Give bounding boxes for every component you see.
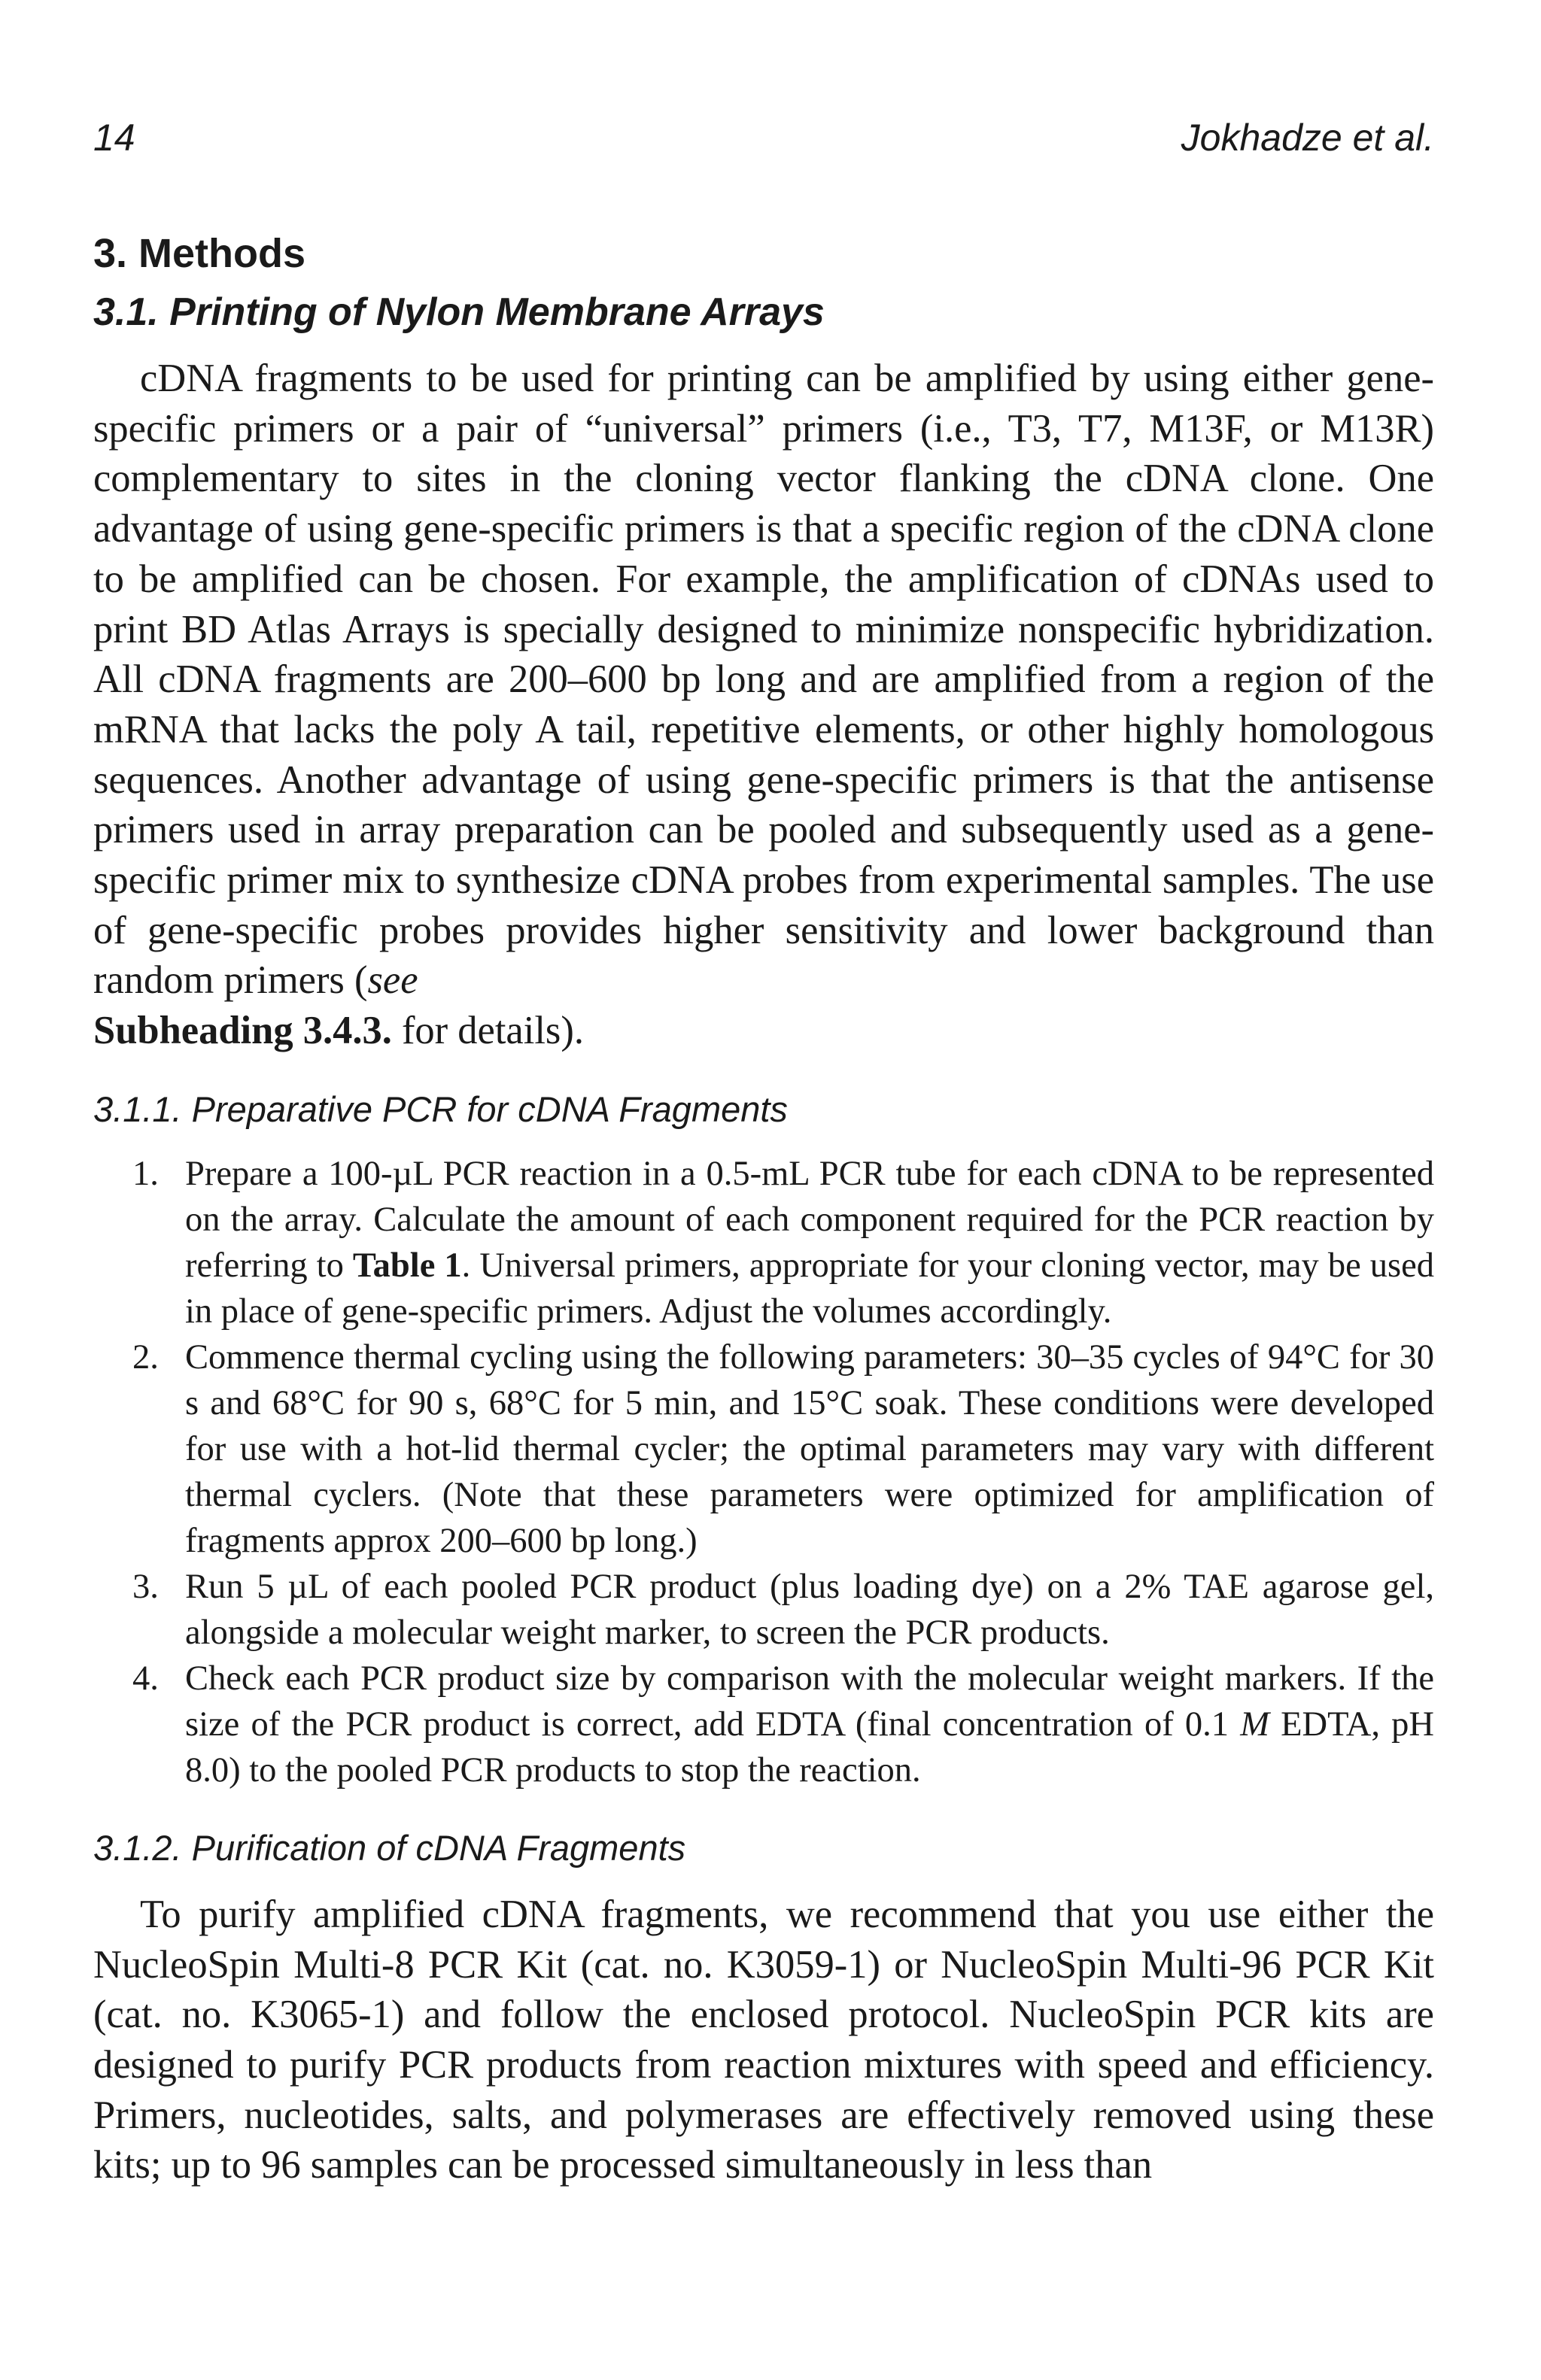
intro-text: cDNA fragments to be used for printing can be amplified by using either gene-specific primers or a pair of “universal” primers (i.e., T3, T7, M13F, or M13R) complementary to sites in the cloning vector flanking the cDNA clone. One advantage of using gene-specific primers is that a specific region of the cDNA clone to be amplified can be chosen. For example, the amplification of cDNAs used to print BD Atlas Arrays is specially designed to minimize nonspecific hybridization. All cDNA fragments are 200–600 bp long and are amplified from a region of the mRNA that lacks the poly A tail, repetitive elements, or other highly homologous sequences. Another advantage of using gene-specific primers is that the antisense primers used in array preparation can be pooled and subsequently used as a gene-specific primer mix to synthesize cDNA probes from experimental samples. The use of gene-specific probes provides higher sensitivity and lower background than random primers ( [93, 357, 1434, 1003]
page-number: 14 [93, 117, 135, 159]
step-text-cont: EDTA, pH 8.0) to the pooled PCR products to stop the reaction. [185, 1705, 1435, 1790]
step-text: Check each PCR product size by comparison with the molecular weight markers. If the size of the PCR product is correct, add EDTA (final concentration of 0.1 [185, 1659, 1434, 1744]
pcr-subsubsection-heading: 3.1.1. Preparative PCR for cDNA Fragments [93, 1088, 788, 1129]
step-text: Prepare a 100-µL PCR reaction in a 0.5-mL PCR tube for each cDNA to be represented on the array. Calculate the amount of each component required for the PCR reaction by referring to [185, 1154, 1434, 1285]
step-number: 1. [132, 1154, 159, 1193]
step-text-cont: . Universal primers, appropriate for your cloning vector, may be used in place of gene-specific primers. Adjust the volumes accordingly. [185, 1246, 1434, 1331]
list-item [93, 1656, 1434, 1793]
molar-unit: M [1240, 1705, 1269, 1744]
table-reference: Table 1 [352, 1246, 462, 1285]
intro-text-end: for details). [391, 1009, 584, 1053]
step-text: Commence thermal cycling using the following parameters: 30–35 cycles of 94°C for 30 s and 68°C for 90 s, 68°C for 5 min, and 15°C soak. These conditions were developed for use with a hot-lid thermal cycler; the optimal parameters may vary with different thermal cyclers. (Note that these parameters were optimized for amplification of fragments approx 200–600 bp long.) [185, 1337, 1434, 1560]
intro-paragraph [93, 354, 1434, 1056]
list-item [93, 1564, 1434, 1656]
step-number: 4. [132, 1659, 159, 1698]
pcr-step-list [93, 1151, 1434, 1793]
section-heading: 3. Methods [93, 231, 306, 276]
purification-subsubsection-heading: 3.1.2. Purification of cDNA Fragments [93, 1827, 686, 1868]
running-head [93, 113, 1434, 162]
see-reference-word: see [367, 958, 418, 1003]
list-item [93, 1151, 1434, 1334]
list-item [93, 1334, 1434, 1564]
step-number: 2. [132, 1337, 159, 1377]
purification-paragraph: To purify amplified cDNA fragments, we recommend that you use either the NucleoSpin Multi-8 PCR Kit (cat. no. K3059-1) or NucleoSpin Multi-96 PCR Kit (cat. no. K3065-1) and follow the enclosed protocol. NucleoSpin PCR kits are designed to purify PCR products from reaction mixtures with speed and efficiency. Primers, nucleotides, salts, and polymerases are effectively removed using these kits; up to 96 samples can be processed simultaneously in less than [93, 1892, 1434, 2187]
subsection-heading: 3.1. Printing of Nylon Membrane Arrays [93, 290, 825, 334]
step-text: Run 5 µL of each pooled PCR product (plus loading dye) on a 2% TAE agarose gel, alongside a molecular weight marker, to screen the PCR products. [185, 1567, 1434, 1652]
running-title: Jokhadze et al. [1181, 117, 1434, 159]
subheading-reference: Subheading 3.4.3. [93, 1009, 392, 1053]
step-number: 3. [132, 1567, 159, 1606]
